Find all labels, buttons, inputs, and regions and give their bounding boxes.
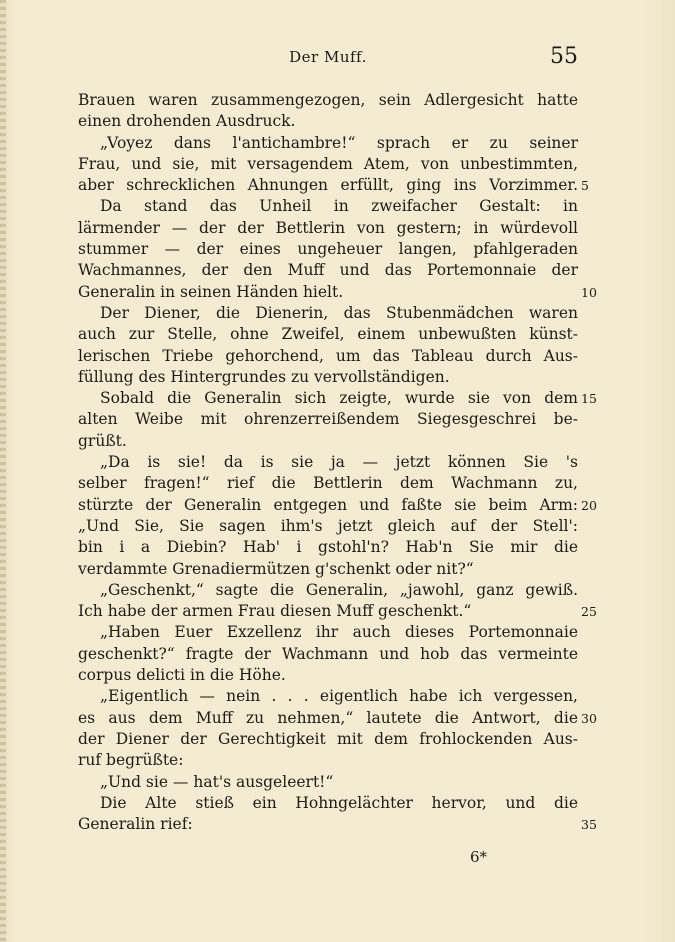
text-line-content: lerischen Triebe gehorchend, um das Tableau durch Aus- xyxy=(78,346,578,365)
text-line xyxy=(78,282,597,303)
text-line-content: Sobald die Generalin sich zeigte, wurde sie von dem xyxy=(100,389,578,408)
text-line xyxy=(78,601,597,622)
text-line xyxy=(78,90,578,111)
text-line-content: füllung des Hintergrundes zu vervollständigen. xyxy=(78,367,450,386)
text-line xyxy=(78,346,578,367)
line-number: 30 xyxy=(581,710,597,726)
text-line xyxy=(78,750,578,771)
body-text xyxy=(78,90,597,835)
text-line xyxy=(78,708,597,729)
text-line-content: grüßt. xyxy=(78,431,127,450)
text-line-content: aber schrecklichen Ahnungen erfüllt, ging ins Vorzimmer. xyxy=(78,176,578,195)
line-number: 10 xyxy=(581,284,597,300)
page-spine-edge xyxy=(0,0,6,942)
text-line-content: „Geschenkt,“ sagte die Generalin, „jawohl, ganz gewiß. xyxy=(100,580,578,599)
line-number: 35 xyxy=(581,817,597,833)
text-line xyxy=(78,111,578,132)
text-line xyxy=(78,814,597,835)
text-line-content: Generalin in seinen Händen hielt. xyxy=(78,282,344,301)
text-line-content: bin i a Diebin? Hab' i gstohl'n? Hab'n Sie mir die xyxy=(78,538,578,557)
text-line-content: Die Alte stieß ein Hohngelächter hervor, und die xyxy=(100,793,578,812)
text-line xyxy=(78,622,578,643)
line-number: 20 xyxy=(581,497,597,513)
text-line xyxy=(78,793,578,814)
text-line-content: Ich habe der armen Frau diesen Muff geschenkt.“ xyxy=(78,602,472,621)
text-line-content: „Da is sie! da is sie ja — jetzt können Sie 's xyxy=(100,453,578,472)
text-line-content: Der Diener, die Dienerin, das Stubenmädchen waren xyxy=(100,303,578,322)
text-line xyxy=(78,686,578,707)
text-line xyxy=(78,388,597,409)
text-line xyxy=(78,559,578,580)
text-line-content: Generalin rief: xyxy=(78,815,193,834)
text-line xyxy=(78,260,578,281)
text-line-content: corpus delicti in die Höhe. xyxy=(78,666,286,685)
line-number: 15 xyxy=(581,391,597,407)
text-line xyxy=(78,452,578,473)
text-line xyxy=(78,537,578,558)
text-line-content: einen drohenden Ausdruck. xyxy=(78,112,296,131)
text-line-content: „Haben Euer Exzellenz ihr auch dieses Portemonnaie xyxy=(100,623,578,642)
signature-mark: 6* xyxy=(470,848,488,866)
text-line-content: ruf begrüßte: xyxy=(78,751,184,770)
text-line xyxy=(78,772,578,793)
text-line xyxy=(78,175,589,196)
text-line-content: Da stand das Unheil in zweifacher Gestalt: in xyxy=(100,197,578,216)
text-line-content: geschenkt?“ fragte der Wachmann und hob das vermeinte xyxy=(78,644,578,663)
text-line xyxy=(78,133,578,154)
running-title: Der Muff. xyxy=(289,48,367,66)
text-line-content: selber fragen!“ rief die Bettlerin dem Wachmann zu, xyxy=(78,474,578,493)
text-line xyxy=(78,218,578,239)
text-line xyxy=(78,367,578,388)
text-line-content: Frau, und sie, mit versagendem Atem, von unbestimmten, xyxy=(78,154,578,173)
text-line-content: „Voyez dans l'antichambre!“ sprach er zu seiner xyxy=(100,133,578,152)
text-line-content: lärmender — der der Bettlerin von gestern; in würdevoll xyxy=(78,218,578,237)
text-line xyxy=(78,473,578,494)
text-line xyxy=(78,431,578,452)
text-line xyxy=(78,644,578,665)
text-line-content: „Eigentlich — nein . . . eigentlich habe ich vergessen, xyxy=(100,687,578,706)
text-line xyxy=(78,324,578,345)
text-line xyxy=(78,409,578,430)
line-number: 25 xyxy=(581,604,597,620)
text-line-content: stürzte der Generalin entgegen und faßte sie beim Arm: xyxy=(78,495,578,514)
text-line-content: „Und sie — hat's ausgeleert!“ xyxy=(100,772,334,791)
text-line xyxy=(78,665,578,686)
text-line xyxy=(78,196,578,217)
page-header xyxy=(78,44,578,74)
text-line-content: alten Weibe mit ohrenzerreißendem Siegesgeschrei be- xyxy=(78,410,578,429)
text-line xyxy=(78,495,597,516)
text-line xyxy=(78,303,578,324)
text-line-content: der Diener der Gerechtigkeit mit dem frohlockenden Aus- xyxy=(78,729,578,748)
text-line xyxy=(78,154,578,175)
text-line xyxy=(78,580,578,601)
text-line-content: auch zur Stelle, ohne Zweifel, einem unbewußten künst- xyxy=(78,325,578,344)
line-number: 5 xyxy=(581,178,589,194)
text-line-content: „Und Sie, Sie sagen ihm's jetzt gleich auf der Stell': xyxy=(78,516,578,535)
text-line-content: verdammte Grenadiermützen g'schenkt oder nit?“ xyxy=(78,559,474,578)
text-line-content: Wachmannes, der den Muff und das Portemonnaie der xyxy=(78,261,578,280)
page-number: 55 xyxy=(550,44,578,69)
text-line-content: stummer — der eines ungeheuer langen, pfahlgeraden xyxy=(78,240,578,259)
text-line xyxy=(78,729,578,750)
text-line xyxy=(78,516,578,537)
text-line xyxy=(78,239,578,260)
text-line-content: es aus dem Muff zu nehmen,“ lautete die Antwort, die xyxy=(78,708,578,727)
text-line-content: Brauen waren zusammengezogen, sein Adlergesicht hatte xyxy=(78,91,578,109)
